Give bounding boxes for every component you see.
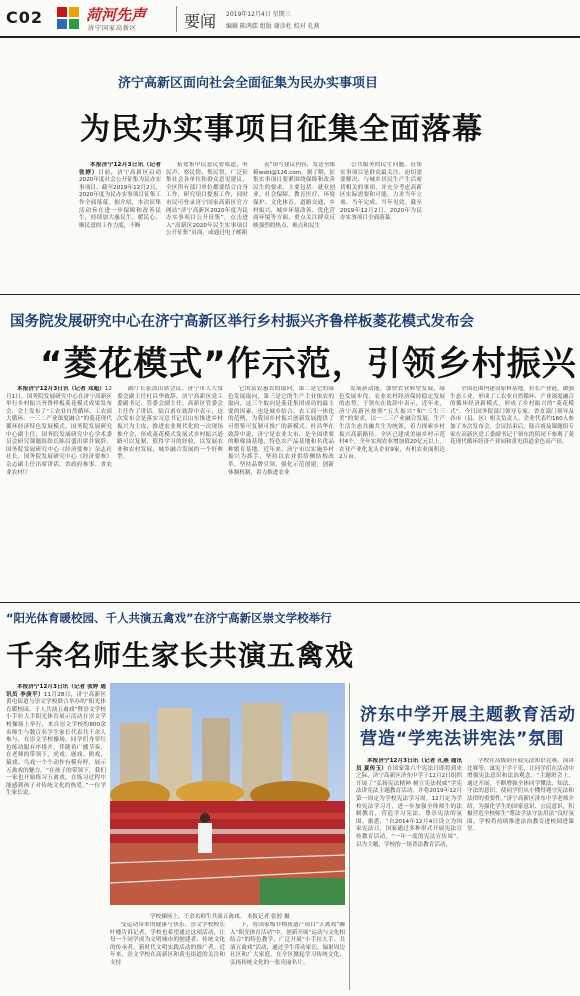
staff-credits: 编辑 陈鸿儒 组版 谢彦杜 校对 孔燕	[226, 23, 320, 30]
article2-headline: “菱花模式”作示范，引领乡村振兴	[40, 344, 577, 384]
article3-column-2: 受运动带来的健康与快乐。崇文学校校长叶楼告诉记者，学校也希望通过这项活动，让每一个同学成为文明城市的创建者、传统文化的传承者、新时代文明实践活动的推广者。近年来，崇文学校在高新区和黄屯街道的关注和支持	[110, 922, 225, 966]
schoolyard-photo-icon	[110, 683, 345, 905]
header-divider	[176, 6, 177, 32]
newspaper-logo-icon	[56, 6, 80, 30]
article3-kicker: “阳光体育暖校园、千人共演五禽戏”在济宁高新区崇文学校举行	[6, 611, 332, 625]
article1-column-1: 本报济宁12月3日讯（记者 张婷）目前，济宁高新区启动2020年度社会公开征集为民办实事项目，截至2019年12月2日，2020年度为民办实事项目征集工作全面落幕。据介绍，本次征集活动旨在进一步保障和改善民生，持续加大惠民生、暖民心、顺民意的工作力度，不断	[79, 162, 161, 229]
article4-headline-line1: 济东中学开展主题教育活动	[360, 705, 576, 725]
page-number: C02	[6, 8, 44, 27]
article1-byline: 本报济宁12月3日讯（记者 张婷）	[79, 162, 161, 176]
section-rule-2	[0, 602, 580, 603]
photo-caption: 学校操场上，千余名师生共演五禽戏。 本报记者 张婷 摄	[150, 914, 290, 920]
article4-headline-line2: 营造“学宪法讲宪法”氛围	[360, 729, 565, 749]
article1-headline: 为民办实事项目征集全面落幕	[80, 112, 483, 147]
section-name: 要闻	[184, 12, 217, 31]
article1-column-4: 公共服务的民生问题。征集实事项目是群众最关注、迫切需要解决、与城乡居民生产生活密切相关的事项，并充分考虑高新区实际需要和可能，力求当年立项、当年完成、当年见效。截至2019年12月2日，2020年为民办实事项目全面落幕。	[340, 162, 422, 222]
article3-column-3: 下，将国家级非物质遗产项目“五禽戏”融入“阳光体育活动”中，创新开展“运动与文化相结合”的特色教学，广泛开展“小手拉大手、共演五禽戏”活动，通过学生带动家长，辐射周边社区和广大家庭，在全区掀起学习传统文化、弘扬传统文化的一张亮丽名片。	[230, 922, 345, 966]
column-divider	[349, 683, 350, 990]
article2-column-4: 发展新动能，加快农业转型发展，绿色发展步伐，农业农村经济保持稳定发展的态势。于领东在致辞中表示，近年来，济宁高新区按照“五大振兴”和“三生三美”的要求，以一二三产业融合发展、生产生活生态共融共生为统领，着力探索乡村振兴高新路径。全区已建成美丽乡村示范村4个，全年实现农业增加值20亿元以上，农业产业化龙头企业9家，有机农业面积达2万亩。	[339, 386, 445, 461]
header-rule	[0, 36, 580, 38]
section-rule-1	[0, 294, 580, 295]
article2-column-3: 它的富农惠农的取向，第二是它的绿色发展取向，第三是它的生产主业依农的取向，这三个取向是菱花集团成功的最主要的因素，也是城乡结合、农工商一体化的范例，为我国乡村振兴创新发展提供了可借鉴可复制可推广的新模式。杜昌华在致辞中说，济宁是农业大市，是全国重要的粮棉油基地，特色农产品基地和名优品种繁育基地。近年来，济宁市以实施乡村振兴为抓手，坚持以农业供给侧结构改革，坚持品牌引领，强化示范创建，创新体制机制，着力推进农业	[228, 386, 334, 476]
newspaper-name: 菏河先声	[86, 6, 147, 24]
article2-kicker: 国务院发展研究中心在济宁高新区举行乡村振兴齐鲁样板菱花模式发布会	[10, 314, 474, 330]
event-photo	[110, 683, 345, 905]
article3-byline: 本报济宁12月3日讯（记者 张婷 通讯员 李庚平）	[6, 684, 106, 698]
article2-column-2: 副厅长张凯出席会议。济宁市人大常委会副主任杜昌华致辞，济宁高新区党工委副书记、管委会副主任、高新区管委会主任作了讲话。陆百甫在致辞中表示，这次发布会是落实习总书记以山东推进乡村振兴为主攻、推进农业现代化的一次现场推介会，形成菱花模式发展式乡村振兴道路可以复制、值得学习的经验，以发展农业和农村发展，城乡融合发展的一个好典型。	[117, 386, 223, 461]
article4-byline: 本报济宁12月3日讯（记者 孔燕 通讯员 夏传玉）	[356, 758, 462, 772]
article2-column-1: 本报济宁12月3日讯（记者 邓超）12月1日，国务院发展研究中心在济宁高新区举行乡村振兴齐鲁样板菱花模式成果发布会，会上发布了“工农业自然循环、工农商大循环、一三二产业深度融合”的菱花现代循环经济特色发展模式。国务院发展研究中心副主任、国务院发展研究中心学术委员会研究课题组组长陈昌盛出席并致辞，国务院发展研究中心《经济要参》杂志社社长、国务院发展研究中心《经济要参》杂志副主任出席讲话，省政府参事、省农业农村厅	[6, 386, 112, 476]
article1-kicker: 济宁高新区面向社会全面征集为民办实事项目	[118, 76, 379, 91]
article4-column-2: 学校在高级别开展宪法知识竞赛、演讲比赛等，寓宪于学于乐，让同学们在活动中增强宪法意识和法治观念。“主题班会上，通过开展，不断增强全体同学懂法、知法、守法的意识，使同学们从小懂得遵守宪法和法律的重要性。”济宁高新区济东中学老师介绍，为强化学生的国家意识、公民意识，积极营造全校师生“尊法学法守法用法”良好氛围，学校将持续推进法治教育进校园进课堂。	[467, 758, 574, 833]
article2-byline: 本报济宁12月3日讯（记者 邓超）	[17, 386, 105, 392]
article3-column-1: 本报济宁12月3日讯（记者 张婷 通讯员 李庚平）11月28日，济宁高新区黄屯街道与崇文学校联合举办的“阳光体育暖校园、千人共演五禽戏”暨崇文学校小手拉大手阳光体育展示活动在崇文学校操场上举行，来自崇文学校的800余名师生与数百名学生家长代表共千余人参与。在崇文学校操场，同学们身穿红色练功服有序排开，伴随着广播节奏，在老师的带领下，虎戏、鹿戏、熊戏、猿戏、鸟戏一个个动作有模有样，展示五禽戏的魅力。“在孩子的带领下，我们一家也开始练习五禽戏，在练习过程中能感到孩子对传统文化的热爱。”一位学生家长说。	[6, 684, 106, 797]
article1-column-3: 表”填写建议内容，发送至邮箱wsbl@126.com。据了解，征集实事项目要紧围绕保障和改善民生的要求，主要包括：就业创业、社会保障、教育医疗、环境保护、文化体育、道路交通、乡村振兴、城乡环境改善、优化营商环境等方面，重点关注群众反映强烈的热点、难点和民生	[253, 162, 335, 229]
issue-date: 2019年12月4日 星期三	[226, 11, 291, 18]
article1-column-2: 拓宽集中民意民智渠道，听民声、察民情、集民智，广泛征集社会各单位和群众意见建议，全区所有部门单位都要结合自身工作，研究项目提报工作，同时市民可登录济宁国家高新区官方网站“济宁高新区2020年度为民办实事项目公开征集”，点击进入“高新区2020年民生实事项目公开征集”页面，或通过电子邮箱	[166, 162, 248, 237]
article4-column-1: 本报济宁12月3日讯（记者 孔燕 通讯员 夏传玉）在国家第六个宪法日即将到来之际，济宁高新区济东中学于12月2日组织开展了“弘扬宪法精神 树立宪法权威”学宪法讲宪法主题教育活动，并将2019年12月第一周定为学校宪法学习周。12月定为学校宪法学习月，进一步加强全体师生的法制教育，营造学习宪法、尊崇宪法的氛围。据悉，“自2014年12月4日设立为国家宪法日，国家通过多种形式开展宪法宣传教育活动，“一年一度的宪法宣传周”，以为主题，学校的一场普法教育活动，	[356, 758, 462, 848]
newspaper-subtitle: 济宁国家高新区	[88, 25, 138, 32]
article2-column-5: 全国范围内建设原料基地，拉长产业链，做强生态工业，形成了工农业自然循环、产业深度融合的循环经济新模式，形成了乡村振兴的“菱花模式”。今日国务院部门领导专家、省直部门领导及各市（县、区）相关负责人、企业代表约160人参加了本次发布会。会议结束后，陆百甫及课题组专家在高新区党工委副书记于领东的陪同下参观了菱花现代循环经济产业园和黄屯街道金色高产田。	[450, 386, 574, 446]
article3-headline: 千余名师生家长共演五禽戏	[6, 639, 355, 672]
